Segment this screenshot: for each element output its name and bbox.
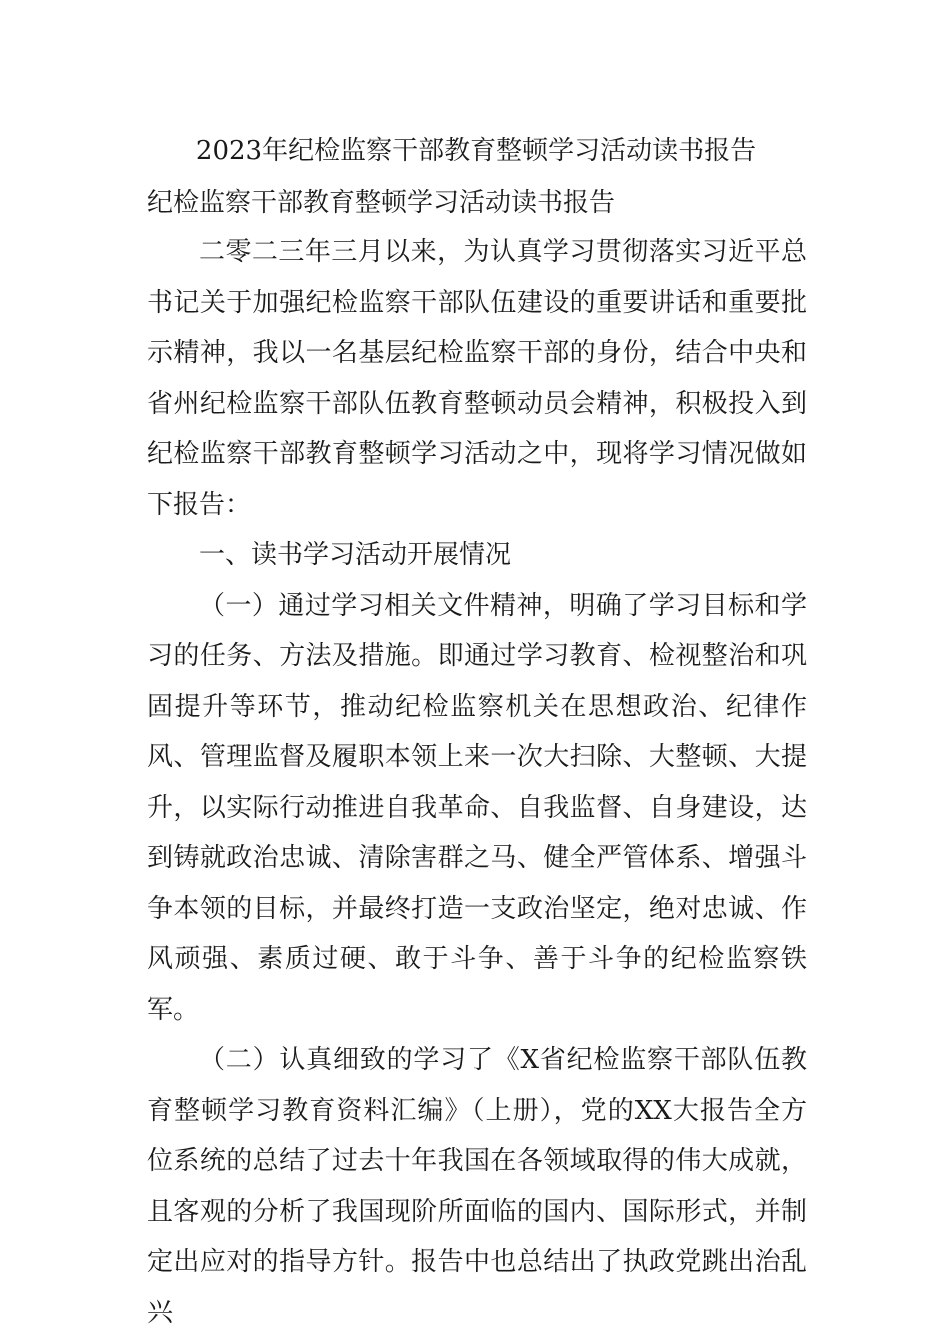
document-subtitle: 纪检监察干部教育整顿学习活动读书报告 (147, 188, 616, 218)
paragraph-section-2: （二）认真细致的学习了《X省纪检监察干部队伍教育整顿学习教育资料汇编》（上册），党的XX大报告全方位系统的总结了过去十年我国在各领域取得的伟大成就，且客观的分析了我国现阶所面临的国内、国际形式，并制定出应对的指导方针。报告中也总结出了执政党跳出治乱兴 (147, 1045, 807, 1328)
paragraph-section-1: （一）通过学习相关文件精神，明确了学习目标和学习的任务、方法及措施。即通过学习教育、检视整治和巩固提升等环节，推动纪检监察机关在思想政治、纪律作风、管理监督及履职本领上来一次大扫除、大整顿、大提升，以实际行动推进自我革命、自我监督、自身建设，达到铸就政治忠诚、清除害群之马、健全严管体系、增强斗争本领的目标，并最终打造一支政治坚定，绝对忠诚、作风顽强、素质过硬、敢于斗争、善于斗争的纪检监察铁军。 (147, 590, 807, 1025)
paragraph-intro: 二零二三年三月以来，为认真学习贯彻落实习近平总书记关于加强纪检监察干部队伍建设的重要讲话和重要批示精神，我以一名基层纪检监察干部的身份，结合中央和省州纪检监察干部队伍教育整顿动员会精神，积极投入到纪检监察干部教育整顿学习活动之中，现将学习情况做如下报告： (147, 237, 807, 520)
document-title: 2023年纪检监察干部教育整顿学习活动读书报告 (195, 136, 757, 166)
document-body (147, 227, 807, 1338)
section-heading: 一、读书学习活动开展情况 (199, 540, 512, 570)
